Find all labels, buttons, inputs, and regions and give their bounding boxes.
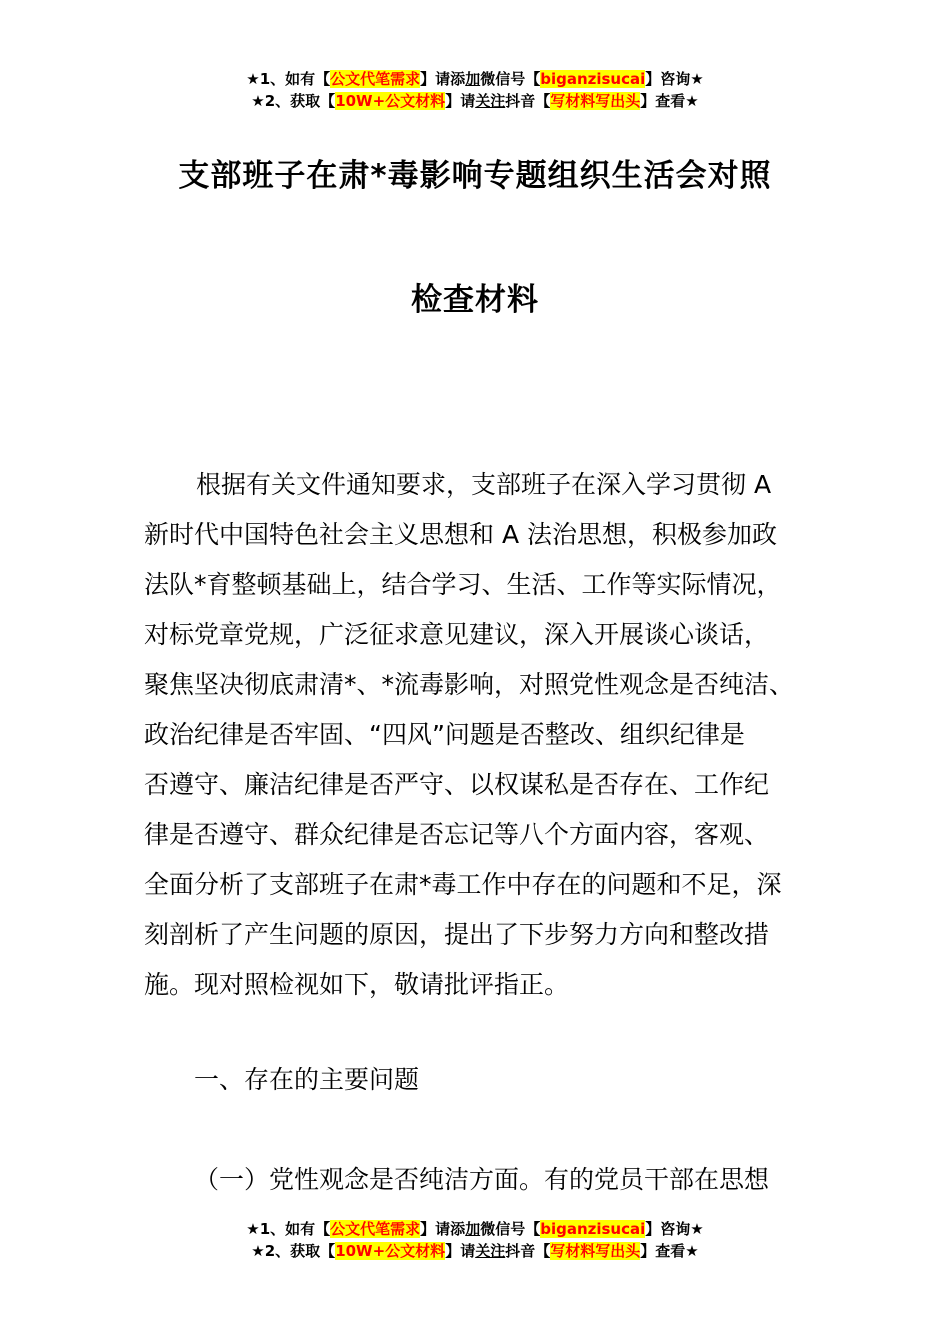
highlight-service: 公文代笔需求 xyxy=(330,70,421,88)
banner-line-1: ★1、如有【公文代笔需求】请添加微信号【biganzisucai】咨询★ xyxy=(246,70,704,88)
paragraph-line: 聚焦坚决彻底肃清*、*流毒影响，对照党性观念是否纯洁、 xyxy=(144,670,795,699)
highlight-douyin: 写材料写出头 xyxy=(550,92,641,110)
highlight-wechat-id: biganzisucai xyxy=(540,70,646,88)
banner-line-2: ★2、获取【10W+公文材料】请关注抖音【写材料写出头】查看★ xyxy=(251,92,699,110)
header-banner xyxy=(0,68,950,112)
paragraph-line: 根据有关文件通知要求，支部班子在深入学习贯彻 A xyxy=(196,470,772,499)
highlight-materials: 10W+公文材料 xyxy=(335,92,446,110)
banner-line-2: ★2、获取【10W+公文材料】请关注抖音【写材料写出头】查看★ xyxy=(251,1242,699,1260)
paragraph-line: 施。现对照检视如下，敬请批评指正。 xyxy=(144,970,570,999)
paragraph-line: 新时代中国特色社会主义思想和 A 法治思想，积极参加政 xyxy=(144,520,777,549)
paragraph-line: 刻剖析了产生问题的原因，提出了下步努力方向和整改措 xyxy=(144,920,770,949)
paragraph-line: 对标党章党规，广泛征求意见建议，深入开展谈心谈话， xyxy=(144,620,770,649)
intro-paragraph xyxy=(144,460,824,1010)
highlight-service: 公文代笔需求 xyxy=(330,1220,421,1238)
paragraph-line: 全面分析了支部班子在肃*毒工作中存在的问题和不足，深 xyxy=(144,870,782,899)
highlight-douyin: 写材料写出头 xyxy=(550,1242,641,1260)
paragraph-line: 法队*育整顿基础上，结合学习、生活、工作等实际情况， xyxy=(144,570,782,599)
banner-line-1: ★1、如有【公文代笔需求】请添加微信号【biganzisucai】咨询★ xyxy=(246,1220,704,1238)
paragraph-line: 否遵守、廉洁纪律是否严守、以权谋私是否存在、工作纪 xyxy=(144,770,770,799)
document-title-line-2: 检查材料 xyxy=(411,282,539,318)
document-title-line-1: 支部班子在肃*毒影响专题组织生活会对照 xyxy=(178,158,772,194)
highlight-materials: 10W+公文材料 xyxy=(335,1242,446,1260)
paragraph-line: 律是否遵守、群众纪律是否忘记等八个方面内容，客观、 xyxy=(144,820,770,849)
section-heading: 一、存在的主要问题 xyxy=(194,1065,420,1094)
paragraph-line: 政治纪律是否牢固、“四风”问题是否整改、组织纪律是 xyxy=(144,720,745,749)
subsection-line: （一）党性观念是否纯洁方面。有的党员干部在思想 xyxy=(194,1165,770,1194)
highlight-wechat-id: biganzisucai xyxy=(540,1220,646,1238)
footer-banner xyxy=(0,1218,950,1262)
